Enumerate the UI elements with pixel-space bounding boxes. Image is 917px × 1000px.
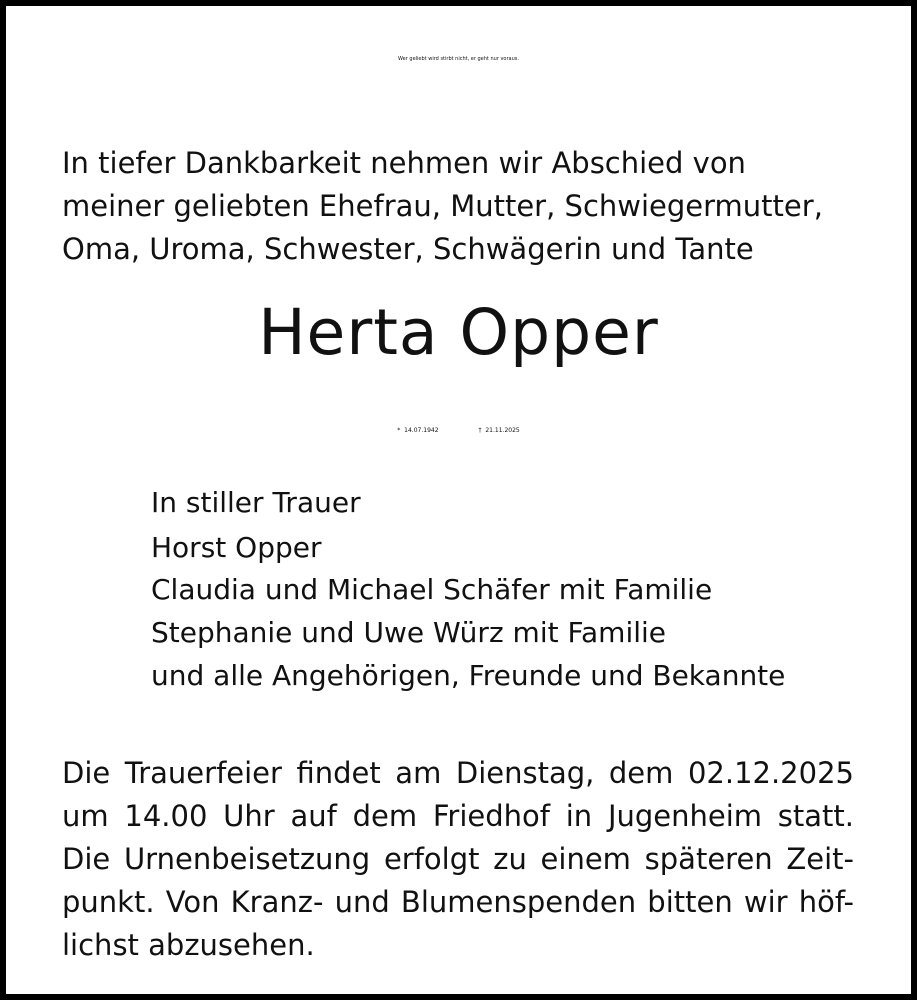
mourner-line: Horst Opper xyxy=(151,531,322,564)
intro-line: In tiefer Dankbarkeit nehmen wir Abschied von xyxy=(62,146,746,180)
birth-date: * 14.07.1942 xyxy=(397,427,439,434)
intro-line: meiner geliebten Ehefrau, Mutter, Schwiegermutter, xyxy=(62,189,823,223)
ceremony-line: punkt. Von Kranz- und Blumenspenden bitten wir höf- xyxy=(62,885,854,919)
ceremony-line: um 14.00 Uhr auf dem Friedhof in Jugenheim statt. xyxy=(62,799,854,833)
life-dates xyxy=(6,427,911,434)
ceremony-line: Die Urnenbeisetzung erfolgt zu einem späteren Zeit- xyxy=(62,842,854,876)
mourner-line: Claudia und Michael Schäfer mit Familie xyxy=(151,573,713,606)
mourner-line: Stephanie und Uwe Würz mit Familie xyxy=(151,616,667,649)
mourner-line: und alle Angehörigen, Freunde und Bekannte xyxy=(151,659,786,692)
death-date: † 21.11.2025 xyxy=(478,427,520,434)
intro-line: Oma, Uroma, Schwester, Schwägerin und Tante xyxy=(62,232,754,266)
ceremony-line: lichst abzusehen. xyxy=(62,928,315,962)
deceased-name: Herta Opper xyxy=(258,296,659,369)
motto: Wer geliebt wird stirbt nicht, er geht nur voraus. xyxy=(398,56,519,62)
ceremony-line: Die Trauerfeier findet am Dienstag, dem 02.12.2025 xyxy=(62,756,854,790)
mourner-line: In stiller Trauer xyxy=(151,486,361,519)
